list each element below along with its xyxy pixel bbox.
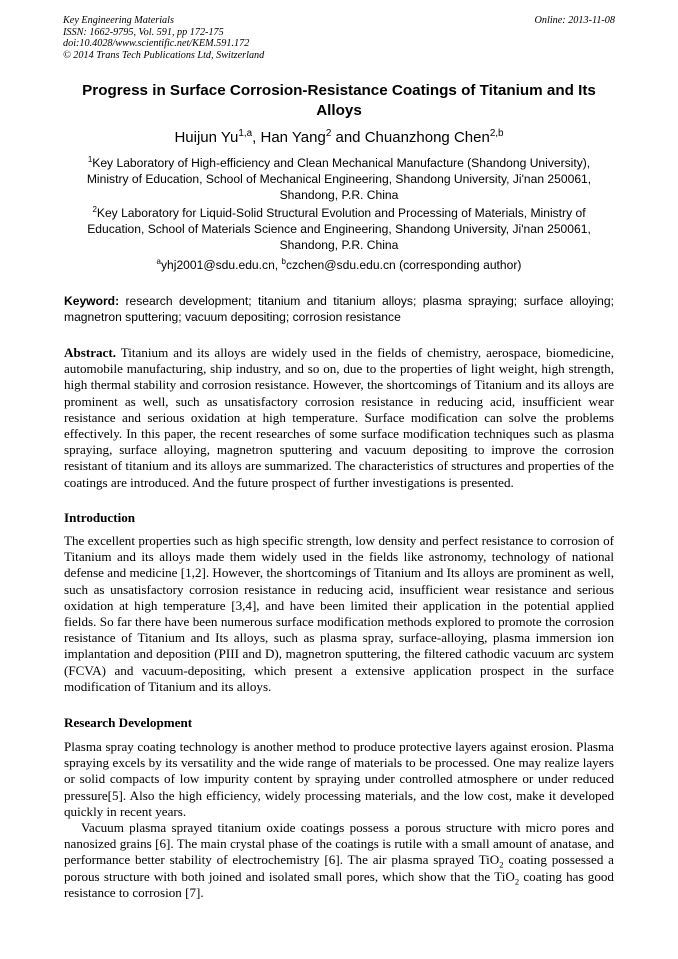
- abstract: [64, 345, 614, 491]
- abstract-label: Abstract.: [64, 345, 116, 360]
- journal-header: [63, 15, 264, 61]
- author-emails: [70, 258, 608, 274]
- email-a[interactable]: yhj2001@sdu.edu.cn,: [160, 258, 282, 272]
- abstract-text: Titanium and its alloys are widely used in the fields of chemistry, aerospace, biomedicine, automobile manufacturing, ship industry, and so on, due to the properties of light weight, high strength, high thermal stability and corrosion resistance. However, the shortcomings of Titanium and its alloys are prominent as well, such as unsatisfactory corrosion resistance in reducing acid, insufficient wear resistance and serious oxidation at high temperature. Surface modification can solve the problems effectively. In this paper, the recent researches of some surface modification techniques such as plasma spraying, surface alloying, magnetron sputtering and vacuum depositing to improve the corrosion resistant of titanium and its alloys are summarized. The characteristics of structures and properties of the coatings are introduced. And the future prospect of further investigations is presented.: [64, 345, 614, 490]
- affiliation-1: [70, 156, 608, 203]
- author-name: Han Yang: [260, 129, 326, 146]
- affiliation-sup: 1: [87, 154, 93, 164]
- author-name: Chuanzhong Chen: [364, 129, 490, 146]
- subscript: 2: [499, 860, 504, 871]
- journal-copyright: © 2014 Trans Tech Publications Ltd, Switzerland: [63, 49, 265, 61]
- author-list: [60, 129, 618, 147]
- author-sup: 2: [325, 128, 332, 139]
- affiliation-text: Key Laboratory of High-efficiency and Clean Mechanical Manufacture (Shandong University), Ministry of Education, School of Mechanical Engineering, Shandong University, Ji'nan 250061, Shandong, P.R. China: [86, 156, 592, 202]
- email-b[interactable]: czchen@sdu.edu.cn (corresponding author): [285, 258, 522, 272]
- author-sup: 1,a: [238, 128, 253, 139]
- affiliation-sup: 2: [92, 204, 97, 214]
- online-date: [535, 15, 615, 27]
- journal-name: Key Engineering Materials: [63, 15, 174, 26]
- email-sup-a: a: [156, 256, 161, 266]
- keyword-text: research development; titanium and titanium alloys; plasma spraying; surface alloying; magnetron sputtering; vacuum depositing; corrosion resistance: [64, 294, 614, 324]
- online-date-text: Online: 2013-11-08: [534, 15, 615, 26]
- research-heading: Research Development: [64, 715, 193, 730]
- keywords: [64, 293, 614, 325]
- research-paragraph-1: Plasma spray coating technology is another method to produce protective layers against erosion. Plasma spraying excels by its versatility and the wide range of materials to be processed. One may realize layers or solid compacts of low impurity content by spraying under controlled atmosphere or under reduced pressure[5]. Also the high efficiency, widely processing materials, and the low cost, make it developed quickly in recent years.: [64, 739, 614, 819]
- paper-title: Progress in Surface Corrosion-Resistance Coatings of Titanium and Its Alloys: [82, 82, 596, 119]
- research-text: coating possessed a porous structure with both joined and isolated small pores, which show that the TiO: [64, 852, 614, 884]
- author-separator: and: [331, 129, 365, 146]
- affiliation-2: [70, 206, 608, 253]
- keyword-label: Keyword:: [64, 294, 120, 308]
- research-text: coating has good resistance to corrosion [7].: [64, 868, 614, 900]
- research-text: Vacuum plasma sprayed titanium oxide coatings possess a porous structure with micro pores and nanosized grains [6]. The main crystal phase of the coatings is rutile with a small amount of anatase, and performance better stability of electrochemistry [6]. The air plasma sprayed TiO: [64, 820, 614, 868]
- subscript: 2: [514, 876, 520, 887]
- author-separator: ,: [252, 129, 261, 146]
- author-sup: 2,b: [489, 128, 504, 139]
- email-sup-b: b: [281, 256, 286, 266]
- introduction-paragraph: The excellent properties such as high specific strength, low density and perfect resistance to corrosion of Titanium and its alloys made them widely used in the fields like astronomy, technology of national defense and medicine [1,2]. However, the shortcomings of Titanium and Its alloys are prominent as well, such as unsatisfactory corrosion resistance in reducing acid, insufficient wear resistance and serious oxidation at high temperature [3,4], and have been limited their application in the potential applied fields. So far there have been numerous surface modification methods explored to promote the corrosion resistance of Titanium and Its alloys, such as plasma spray, surface-alloying, plasma immersion ion implantation and deposition (PIII and D), magnetron sputtering, the filtered cathodic vacuum arc system (FCVA) and vacuum-depositing, which present a extensive application prospect in the surface modification of Titanium and its alloys.: [64, 533, 614, 694]
- author-name: Huijun Yu: [174, 129, 239, 146]
- research-paragraph-2: [64, 820, 614, 901]
- journal-doi[interactable]: doi:10.4028/www.scientific.net/KEM.591.172: [63, 38, 250, 49]
- journal-issn: ISSN: 1662-9795, Vol. 591, pp 172-175: [63, 26, 224, 38]
- introduction-heading: Introduction: [64, 510, 136, 525]
- affiliation-text: Key Laboratory for Liquid-Solid Structural Evolution and Processing of Materials, Ministry of Education, School of Materials Science and Engineering, Shandong University, Ji'nan 250061, Shandong, P.R. China: [87, 206, 591, 252]
